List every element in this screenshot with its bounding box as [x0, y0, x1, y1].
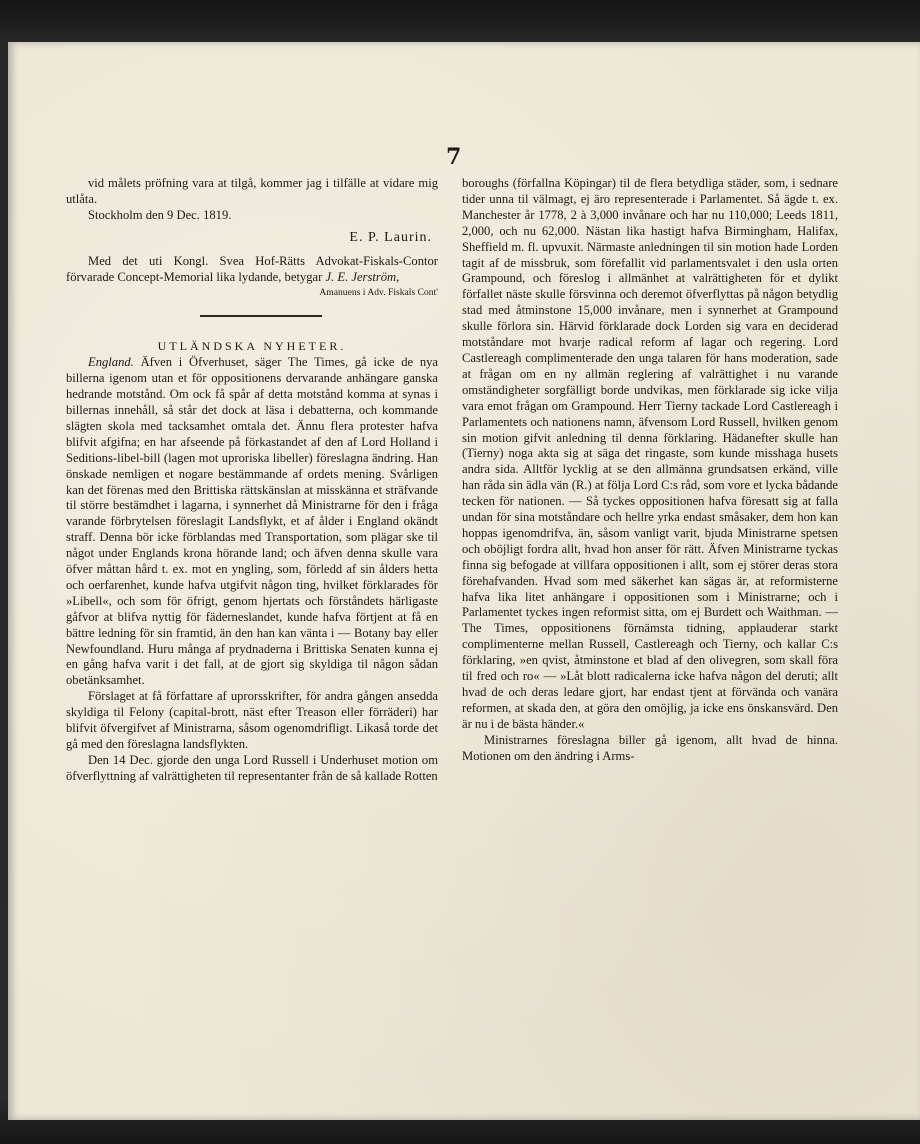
notice-text: vid målets pröfning vara at tilgå, kommer jag i tilfälle at vidare mig utlåta.	[66, 176, 438, 206]
notice-place-date: Stockholm den 9 Dec. 1819.	[88, 207, 232, 222]
article-lead: England.	[88, 355, 134, 370]
left-column	[66, 176, 438, 1076]
article-p1-text: Äfven i Öfverhuset, säger The Times, gå icke de nya billerna igenom utan et för oppositionens dervarande anhängare ganska hedrande motstånd. Om ock få spår af detta motstånd komma at synas i billernas innehåll, så står det dock at läsa i debatterna, och kommande slägten skola med tacksamhet omtala det. Ännu flera protester hafva blifvit afgifna; en har afseende på förkastandet af den af Lord Holland i Seditions-libel-bill (lagen mot uproriska libeller) föreslagna ändring. Han önskade nemligen et nogare bestämmande af ordets mening. Svårligen kan det förenas med den Brittiska rättskänslan at misskänna et sträfvande til större bestämdhet i lagarna, i synnerhet då Ministrarne för den i fråga varande förbrytelsen föreslagit Landsflykt, et af ålder i England okändt straff. Denna bör icke förblandas med Transportation, som plägar ske til något under Englands krona hörande land; och äfven denna skulle vara öfver måttan hård t. ex. mot en yngling, som, förledd af sin ålders hetta och oerfarenhet, kunde hafva utgifvit någon ting, hvilket förklarades för »Libell«, och som för öfrigt, genom hjertats och förståndets härligaste gåfvor at blifva nyttig för fäderneslandet, kunde hafva förtjent at få en bättre ledning för sin framtid, än den han kan vänta i — Botany bay eller Newfoundland. Huru många af prydnaderna i Brittiska Senaten kunna ej en gång hafva varit i det fall, at de gjort sig skyldiga til någon sådan obetänksamhet.	[66, 355, 438, 688]
notice-attestation	[66, 254, 438, 286]
page-number: 7	[446, 144, 462, 170]
section-divider	[200, 315, 322, 317]
notice-signature: E. P. Laurin.	[349, 229, 432, 245]
article-paragraph-1	[66, 355, 438, 689]
attestation-text: Med det uti Kongl. Svea Hof-Rätts Advokat-Fiskals-Contor förvarade Concept-Memorial lika lydande, betygar	[66, 253, 438, 284]
right-paragraph-1: boroughs (förfallna Köpingar) til de flera betydliga städer, som, i sednare tider unna til välmagt, ej äro representerade i Parlamentet. Så ägde t. ex. Manchester år 1778, 2 à 3,000 invånare och har nu 110,000; Leeds 1811, 2,000, och nu 62,000. Nästan lika hastigt hafva Birmingham, Halifax, Sheffield m. fl. upvuxit. Närmaste anledningen til sin motion hade Lorden tagit af de missbruk, som förefallit vid parlamentsvalet i den usla orten Grampound, och föreslog i allmänhet at valrättigheten för et dylikt förfallet näste skulle försvinna och deremot öfverflyttas på någon betydlig stad med åtminstone 15,000 invånare, men i synnerhet at Grampound skulle förlora sin. Härvid förklarade dock Lorden sig vara en deciderad motståndare mot hvarje radical reform af lagar och regering. Lord Castlereagh complimenterade den unga talaren för hans moderation, sade at frågan om en ny allmän reglering af valrättighet i nu varande omständigheter sorgfälligt borde undvikas, men förklarade sig icke vilja vara emot frågan om Grampound. Herr Tierny tackade Lord Castlereagh i Parlamentets och nationens namn, äfvensom Lord Russell, hvilken genom sin motion gifvit anledning til denna förklaring. Hädanefter skulle han (Tierny) noga akta sig at säga det ringaste, som kunde misshaga husets andra sida. Alltför lycklig at se den allmänna grundsatsen erkänd, ville han råda sin ädla vän (R.) at följa Lord C:s råd, som vore et lycka bådande tecken för nationen. — Så tyckes oppositionen hafva föresatt sig at falla undan för sina motståndare och hellre yrka endast småsaker, dem hon kan hoppas igenomdrifva, än, såsom vanligt varit, bjuda Ministrarne spetsen och oböjligt fordra allt, hvad hon anser för rätt. Äfven Ministrarne tyckas finna sig befogade at villfara oppositionen i allt, som ej störer deras stora förehafvanden. Hvad som med säkerhet kan sägas är, at reformisterne hafva lika litet anhängare i oppositionen som i Ministrarne; och i Parlamentet tyckes ingen reformist sitta, om ej Burdett och Waithman. — The Times, oppositionens förnämsta tidning, applauderar starkt complimenterne mellan Russell, Castlereagh och Tierny, och kallar C:s förklaring, »en qvist, åtminstone et blad af den olivegren, som skall föra til fred och ro« — »Låt blott radicalerna icke hafva någon del deruti; allt hvad de och deras ledare gjort, har endast tjent at förvända och vanära reformen, at skada den, at göra den omöjlig, ja icke ens önskansvärd. Den är nu i de bästa händer.«	[462, 176, 838, 731]
right-column	[462, 176, 838, 1076]
attester-name: J. E. Jerström,	[325, 269, 400, 284]
attester-title: Amanuens i Adv. Fiskals Cont'	[319, 287, 438, 299]
article-paragraph-3: Den 14 Dec. gjorde den unga Lord Russell i Underhuset motion om öfverflyttning af valrättigheten til representanter från de så kallade Rotten	[66, 752, 438, 783]
right-paragraph-2: Ministrarnes föreslagna biller gå igenom, allt hvad de hinna. Motionen om den ändring i Arms-	[462, 732, 838, 763]
section-heading: UTLÄNDSKA NYHETER.	[157, 339, 347, 354]
article-paragraph-2: Förslaget at få författare af uprorsskrifter, för andra gången ansedda skyldiga til Felony (capital-brott, näst efter Treason eller förräderi) har blifvit öfvergifvet af Ministrarna, såsom ogenomdrifligt. Likaså torde det gå med den föreslagna landsflykten.	[66, 689, 438, 751]
